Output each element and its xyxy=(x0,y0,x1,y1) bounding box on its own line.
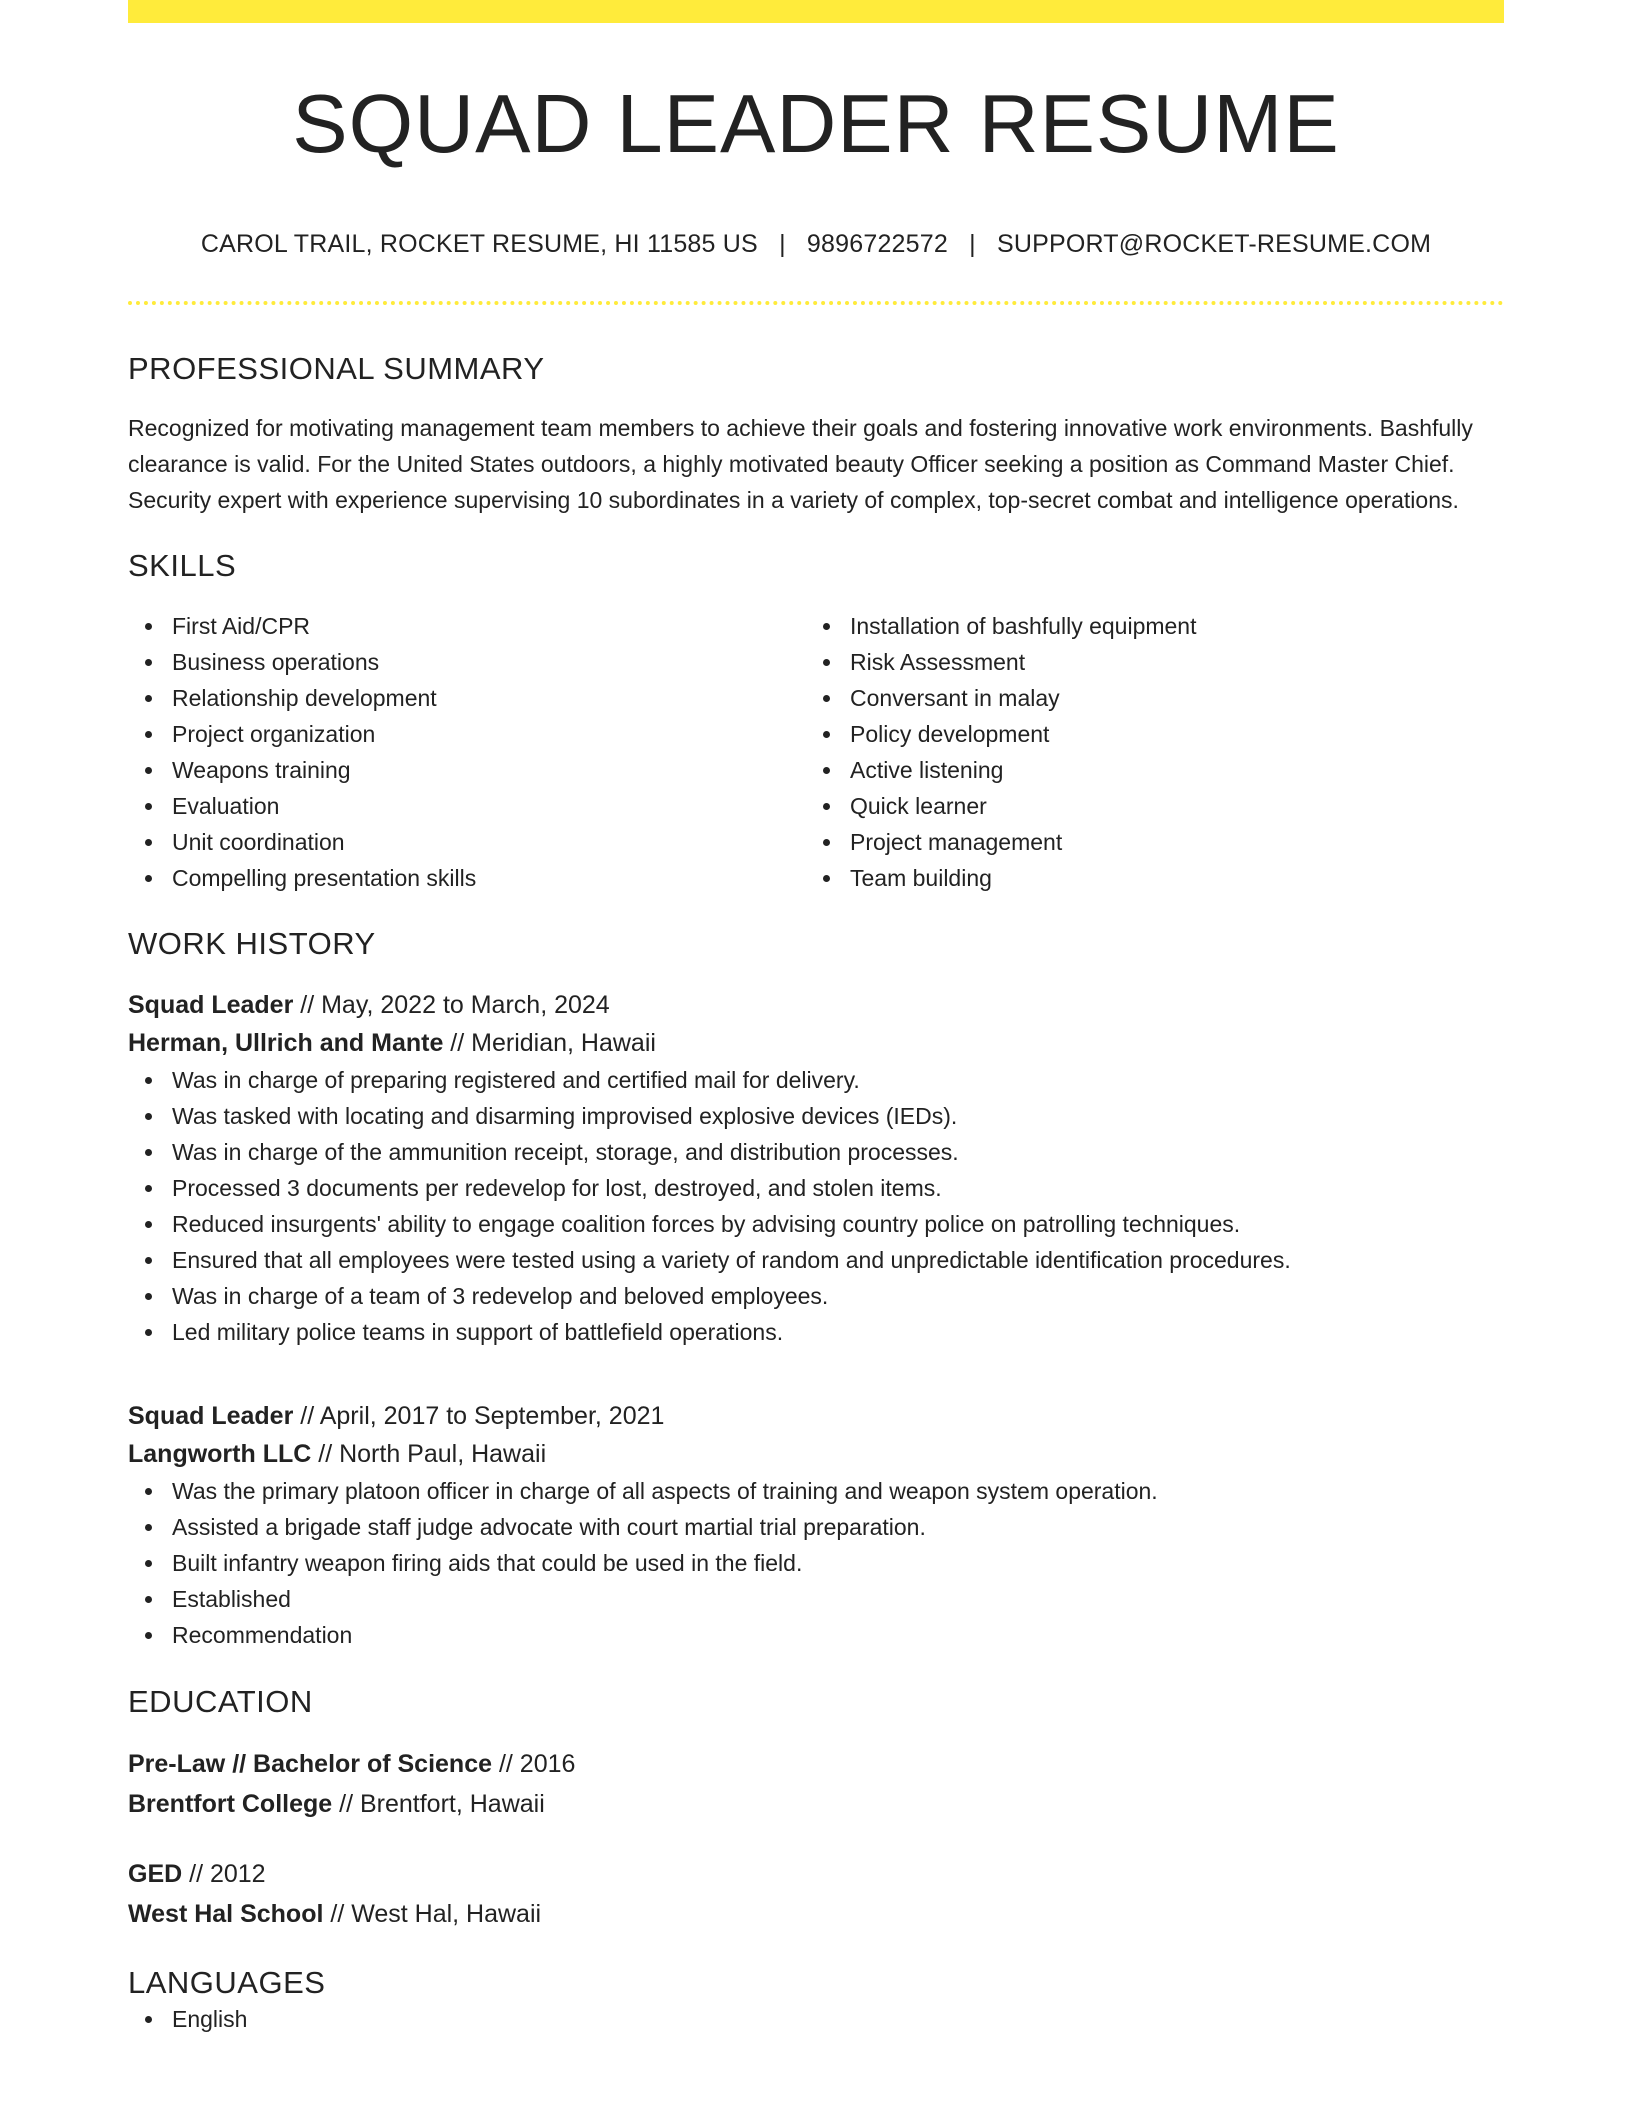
skill-item: Project management xyxy=(850,824,1484,860)
job-bullet: Ensured that all employees were tested using a variety of random and unpredictable identification procedures. xyxy=(172,1242,1504,1278)
resume-page xyxy=(128,0,1504,2037)
job-header xyxy=(128,1397,1504,1473)
job-bullet: Was in charge of preparing registered and certified mail for delivery. xyxy=(172,1062,1504,1098)
contact-separator: | xyxy=(969,230,976,258)
education-degree: GED xyxy=(128,1860,183,1888)
job-bullet: Processed 3 documents per redevelop for lost, destroyed, and stolen items. xyxy=(172,1170,1504,1206)
job-bullet-list xyxy=(128,1062,1504,1350)
languages-list xyxy=(128,2001,1504,2037)
education-school: Brentfort College xyxy=(128,1790,333,1818)
skill-item: Installation of bashfully equipment xyxy=(850,608,1484,644)
skill-item: Unit coordination xyxy=(172,824,806,860)
job-title-line xyxy=(128,1397,1504,1435)
job-bullet: Built infantry weapon firing aids that could be used in the field. xyxy=(172,1545,1504,1581)
education-degree: Pre-Law // Bachelor of Science xyxy=(128,1750,493,1778)
job-company-line xyxy=(128,1435,1504,1473)
skill-item: First Aid/CPR xyxy=(172,608,806,644)
skills-grid xyxy=(128,608,1504,896)
skill-item: Weapons training xyxy=(172,752,806,788)
accent-top-bar xyxy=(128,0,1504,23)
skill-item: Quick learner xyxy=(850,788,1484,824)
job-bullet: Assisted a brigade staff judge advocate with court martial trial preparation. xyxy=(172,1509,1504,1545)
job-company-line xyxy=(128,1024,1504,1062)
job-entry xyxy=(128,1397,1504,1653)
skill-item: Risk Assessment xyxy=(850,644,1484,680)
skills-column-right xyxy=(806,608,1484,896)
skill-item: Policy development xyxy=(850,716,1484,752)
summary-text: Recognized for motivating management team members to achieve their goals and fostering innovative work environments. Bashfully clearance is valid. For the United States outdoors, a highly motivated beauty Officer seeking a position as Command Master Chief. Security expert with experience supervising 10 subordinates in a variety of complex, top-secret combat and intelligence operations. xyxy=(128,415,1473,513)
job-bullet: Was the primary platoon officer in charge of all aspects of training and weapon system operation. xyxy=(172,1473,1504,1509)
education-year: // 2016 xyxy=(492,1750,576,1778)
education-entry xyxy=(128,1854,1504,1934)
education-location: // Brentfort, Hawaii xyxy=(332,1790,545,1818)
skill-item: Team building xyxy=(850,860,1484,896)
skill-item: Active listening xyxy=(850,752,1484,788)
job-bullet: Established xyxy=(172,1581,1504,1617)
language-item: English xyxy=(172,2001,1504,2037)
job-company: Langworth LLC xyxy=(128,1440,312,1468)
education-entry xyxy=(128,1744,1504,1824)
job-company: Herman, Ullrich and Mante xyxy=(128,1029,444,1057)
contact-separator: | xyxy=(779,230,786,258)
skill-item: Evaluation xyxy=(172,788,806,824)
job-bullet: Was in charge of the ammunition receipt, storage, and distribution processes. xyxy=(172,1134,1504,1170)
summary-heading: PROFESSIONAL SUMMARY xyxy=(128,351,545,386)
job-dates: // May, 2022 to March, 2024 xyxy=(293,991,610,1019)
contact-address: CAROL TRAIL, ROCKET RESUME, HI 11585 US xyxy=(200,230,758,258)
resume-title: SQUAD LEADER RESUME xyxy=(292,77,1340,170)
header-divider xyxy=(128,301,1504,305)
job-role: Squad Leader xyxy=(128,991,294,1019)
education-school: West Hal School xyxy=(128,1900,324,1928)
education-school-line xyxy=(128,1894,1504,1934)
education-heading: EDUCATION xyxy=(128,1684,313,1719)
skills-column-left xyxy=(128,608,806,896)
job-bullet: Was tasked with locating and disarming improvised explosive devices (IEDs). xyxy=(172,1098,1504,1134)
skill-item: Relationship development xyxy=(172,680,806,716)
job-title-line xyxy=(128,986,1504,1024)
education-location: // West Hal, Hawaii xyxy=(323,1900,542,1928)
job-bullet: Recommendation xyxy=(172,1617,1504,1653)
contact-phone: 9896722572 xyxy=(806,230,948,258)
contact-line xyxy=(128,229,1504,259)
education-school-line xyxy=(128,1784,1504,1824)
skill-item: Compelling presentation skills xyxy=(172,860,806,896)
education-degree-line xyxy=(128,1744,1504,1784)
skills-heading: SKILLS xyxy=(128,548,237,583)
job-location: // North Paul, Hawaii xyxy=(311,1440,547,1468)
job-location: // Meridian, Hawaii xyxy=(443,1029,656,1057)
skill-item: Business operations xyxy=(172,644,806,680)
job-header xyxy=(128,986,1504,1062)
work-history-heading: WORK HISTORY xyxy=(128,926,376,961)
job-bullet: Was in charge of a team of 3 redevelop and beloved employees. xyxy=(172,1278,1504,1314)
languages-heading: LANGUAGES xyxy=(128,1965,326,2000)
job-bullet-list xyxy=(128,1473,1504,1653)
education-year: // 2012 xyxy=(182,1860,266,1888)
contact-email: SUPPORT@ROCKET-RESUME.COM xyxy=(996,230,1432,258)
skill-item: Conversant in malay xyxy=(850,680,1484,716)
education-degree-line xyxy=(128,1854,1504,1894)
job-role: Squad Leader xyxy=(128,1402,294,1430)
job-entry xyxy=(128,986,1504,1350)
job-dates: // April, 2017 to September, 2021 xyxy=(293,1402,665,1430)
skill-item: Project organization xyxy=(172,716,806,752)
job-bullet: Reduced insurgents' ability to engage coalition forces by advising country police on patrolling techniques. xyxy=(172,1206,1504,1242)
job-bullet: Led military police teams in support of battlefield operations. xyxy=(172,1314,1504,1350)
